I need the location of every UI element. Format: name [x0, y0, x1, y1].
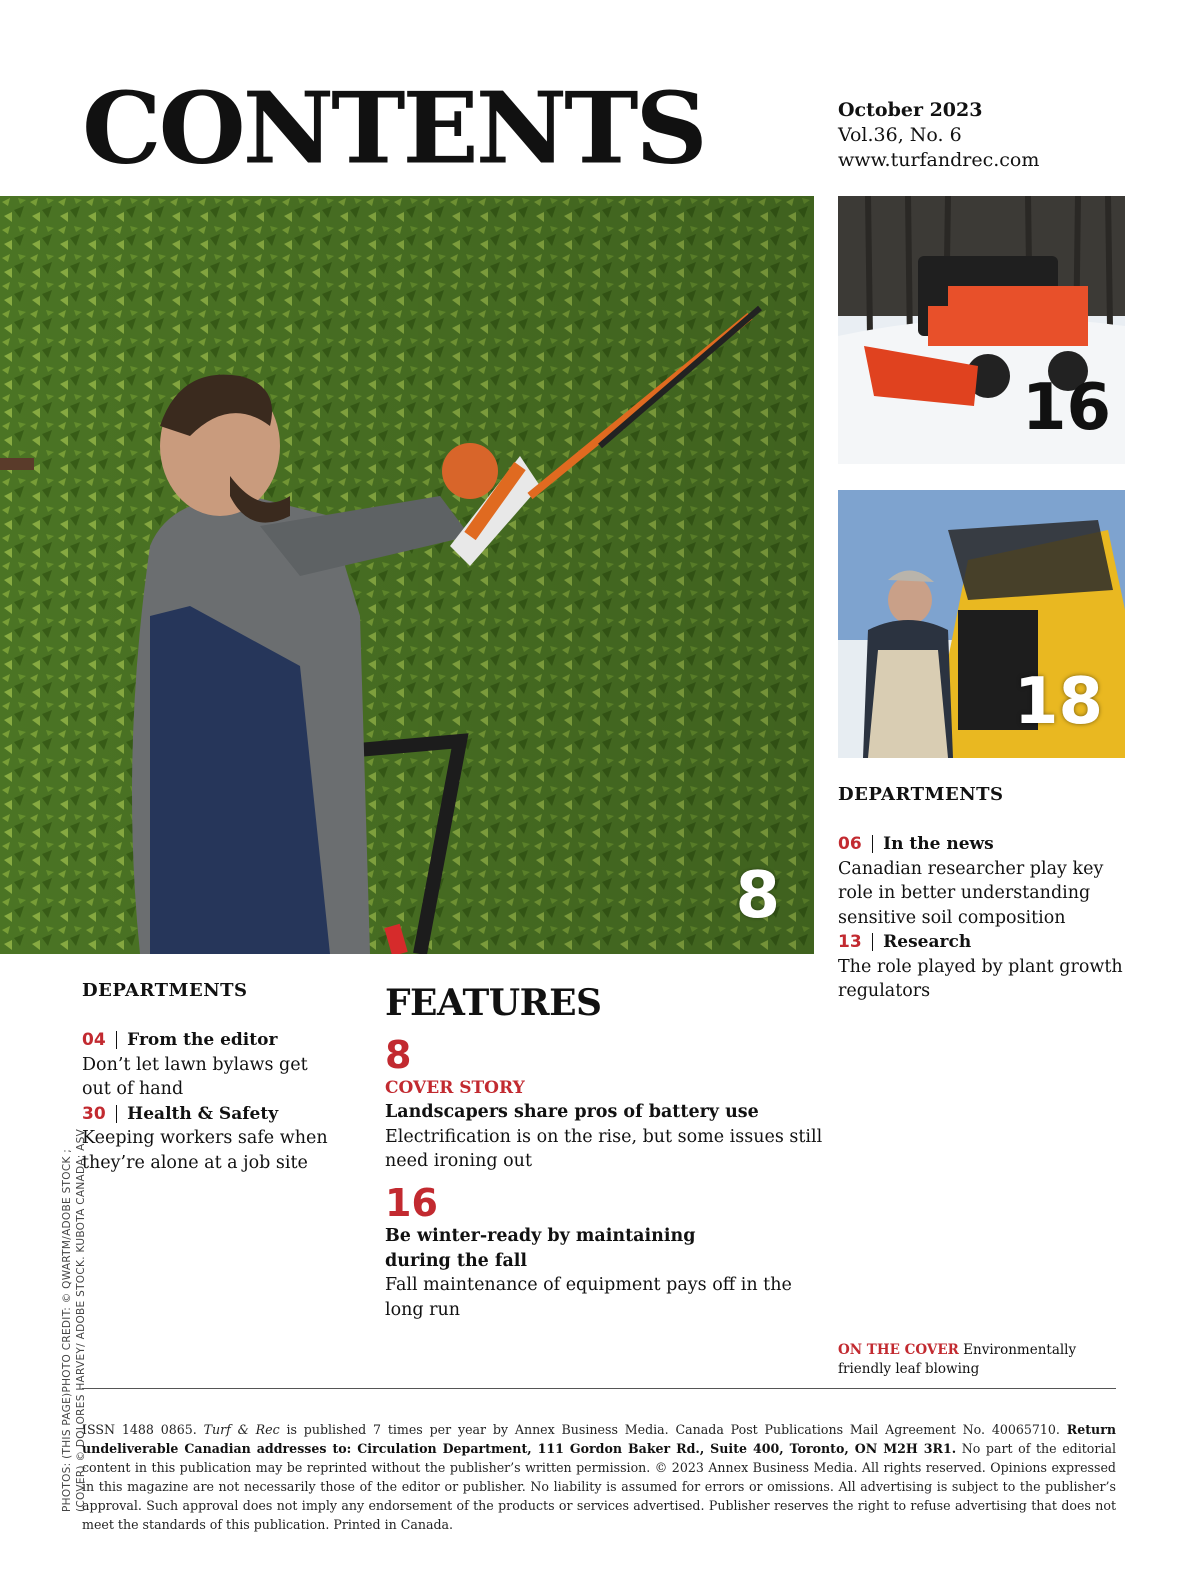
feature-title: Landscapers share pros of battery use — [385, 1102, 759, 1122]
photo-credit — [60, 1082, 88, 1512]
main-photo-hedge-trimming — [0, 196, 814, 954]
feature-kicker: COVER STORY — [385, 1078, 525, 1098]
on-the-cover-text: Environmentally friendly leaf blowing — [838, 1342, 1077, 1377]
department-item[interactable] — [838, 930, 1128, 1004]
separator-bar — [872, 835, 874, 853]
department-page-number: 06 — [838, 834, 862, 854]
on-the-cover-note — [838, 1341, 1123, 1379]
feature-title: Be winter-ready by maintaining during the fall — [385, 1226, 696, 1271]
department-description: Keeping workers safe when they’re alone at a job site — [82, 1128, 328, 1173]
feature-item-cover-story[interactable] — [385, 1034, 825, 1174]
separator-bar — [116, 1105, 118, 1123]
department-title: In the news — [883, 834, 994, 854]
department-item[interactable] — [82, 1102, 342, 1176]
separator-bar — [872, 933, 874, 951]
side-photo-track-loader — [838, 490, 1125, 758]
feature-description: Fall maintenance of equipment pays off in the long run — [385, 1275, 792, 1320]
separator-bar — [116, 1031, 118, 1049]
department-description: Don’t let lawn bylaws get out of hand — [82, 1054, 308, 1099]
department-page-number: 04 — [82, 1030, 106, 1050]
feature-description: Electrification is on the rise, but some issues still need ironing out — [385, 1126, 823, 1171]
department-page-number: 30 — [82, 1103, 106, 1124]
department-item[interactable] — [82, 1028, 342, 1102]
departments-heading-right: DEPARTMENTS — [838, 784, 1004, 805]
page-number-badge: 8 — [735, 859, 780, 933]
legal-disclaimer: No part of the editorial content in this publication may be reprinted without the publisher’s written permission. © 2023 Annex Business Media. All rights reserved. Opinions expressed in this magazine are not necessarily those of the editor or publisher. No liability is assumed for errors or omissions. All advertising is subject to the publisher’s approval. Such approval does not imply any endorsement of the products or services advertised. Publisher reserves the right to refuse advertising that does not meet the standards of this publication. Printed in Canada. — [82, 1441, 1116, 1532]
department-page-number: 13 — [838, 932, 862, 952]
features-heading: FEATURES — [385, 982, 602, 1024]
department-description: Canadian researcher play key role in better understanding sensitive soil composition — [838, 858, 1104, 928]
publication-info: is published 7 times per year by Annex Business Media. Canada Post Publications Mail Agreement No. 40065710. — [286, 1422, 1060, 1437]
departments-heading-left: DEPARTMENTS — [82, 980, 248, 1001]
feature-item-winter-ready[interactable] — [385, 1182, 825, 1322]
return-address: Return undeliverable Canadian addresses to: Circulation Department, 111 Gordon Baker Rd., Suite 400, Toronto, ON M2H 3R1. — [82, 1422, 1116, 1456]
departments-list-right — [838, 832, 1128, 1004]
department-title: Research — [883, 932, 972, 952]
publication-footer — [82, 1420, 1116, 1534]
on-the-cover-label: ON THE COVER — [838, 1342, 959, 1358]
department-item[interactable] — [838, 832, 1128, 930]
issue-info — [838, 98, 1039, 173]
feature-page-number: 16 — [385, 1181, 438, 1225]
page-number-badge: 16 — [1021, 371, 1111, 445]
department-description: The role played by plant growth regulators — [838, 956, 1123, 1001]
page-title: CONTENTS — [82, 70, 705, 186]
hedge-trimmer-illustration — [0, 196, 814, 954]
footer-divider — [82, 1388, 1116, 1389]
website-link[interactable]: www.turfandrec.com — [838, 149, 1040, 171]
departments-list-left — [82, 1028, 342, 1175]
department-title: From the editor — [127, 1030, 278, 1050]
side-photo-snow-utv — [838, 196, 1125, 464]
issue-date: October 2023 — [838, 99, 983, 121]
page-number-badge: 18 — [1013, 665, 1103, 739]
photo-credit-line-2: (COVER) © DOLORES HARVEY/ ADOBE STOCK. KUBOTA CANADA; ASV — [75, 1128, 87, 1512]
photo-credit-line-1: PHOTOS: (THIS PAGE)PHOTO CREDIT: © QWARTM/ADOBE STOCK ; — [61, 1148, 73, 1512]
issue-volume: Vol.36, No. 6 — [838, 124, 962, 146]
department-title: Health & Safety — [127, 1103, 279, 1124]
publication-name: Turf & Rec — [203, 1422, 280, 1437]
feature-page-number: 8 — [385, 1033, 412, 1077]
issn: ISSN 1488 0865. — [82, 1422, 197, 1437]
